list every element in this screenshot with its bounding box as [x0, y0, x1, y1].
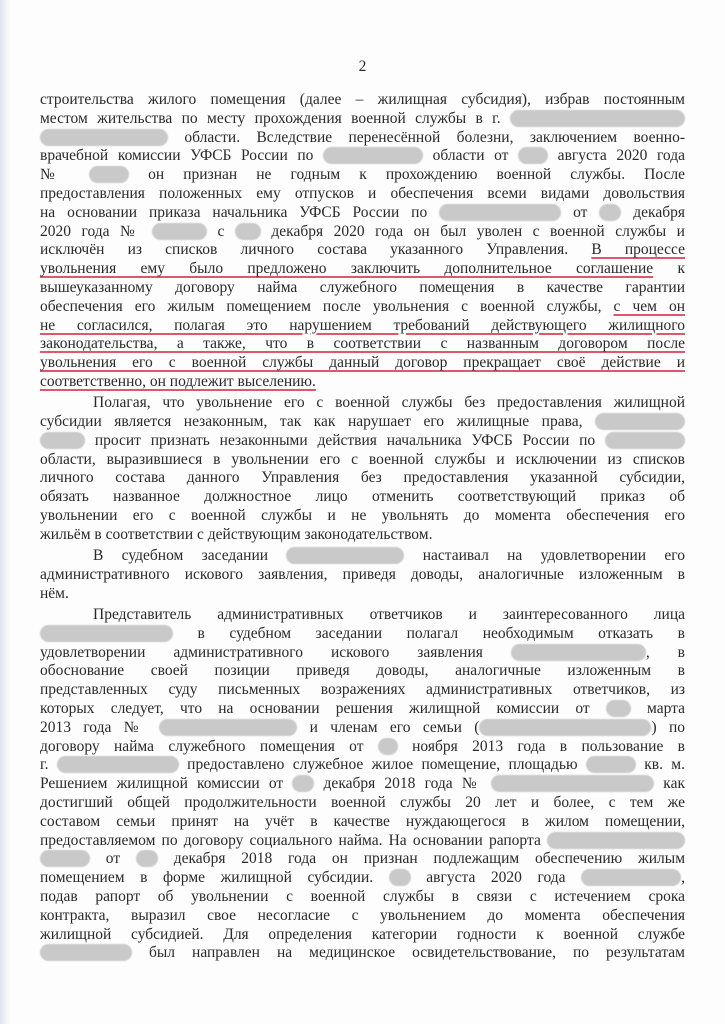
- text-line: [40, 738, 685, 757]
- text-run: Решением жилищной комиссии от: [40, 775, 293, 793]
- redaction-mark: [40, 625, 173, 642]
- text-line: [40, 644, 685, 663]
- page-number: 2: [358, 58, 367, 75]
- text-run: предоставлено служебное жилое помещение, площадью: [178, 756, 586, 774]
- document-body: [40, 91, 685, 966]
- redaction-mark: [581, 869, 681, 886]
- text-line: [40, 585, 685, 604]
- text-line: [40, 926, 685, 945]
- text-run: г.: [40, 756, 57, 774]
- text-run: от: [90, 850, 136, 868]
- text-run: августа 2020 года: [410, 869, 582, 887]
- text-run: ,: [681, 869, 685, 887]
- text-line: [40, 91, 685, 110]
- text-line: [40, 625, 685, 644]
- text-line: [40, 606, 685, 625]
- redaction-mark: [389, 869, 411, 886]
- paragraph: [40, 547, 685, 603]
- text-line: [40, 662, 685, 681]
- paragraph: [40, 91, 685, 392]
- text-line: [40, 488, 685, 507]
- underlined-text: законодательства, а также, что в соответствии с названным договором после: [40, 335, 685, 353]
- text-line: [40, 147, 685, 166]
- text-line: [40, 432, 685, 451]
- text-run: В судебном заседании: [93, 547, 287, 565]
- text-line: [40, 317, 685, 336]
- text-line: [40, 354, 685, 373]
- underlined-text: В процессе: [591, 241, 685, 259]
- text-line: [40, 129, 685, 148]
- underlined-text: увольнения его с военной службы данный договор прекращает своё действие и: [40, 354, 685, 372]
- text-run: был направлен на медицинское освидетельствование, по результатам: [132, 944, 685, 962]
- text-line: [40, 394, 685, 413]
- paragraph: [40, 394, 685, 544]
- text-run: субсидии является незаконным, так как нарушает его жилищные права,: [40, 413, 595, 431]
- text-run: административного искового заявления, приведя доводы, аналогичные изложенным в: [40, 565, 685, 583]
- text-line: [40, 110, 685, 129]
- text-run: , в: [645, 643, 685, 661]
- text-line: [40, 166, 685, 185]
- text-run: кв. м.: [635, 756, 685, 774]
- text-run: Полагая, что увольнение его с военной службы без предоставления жилищной: [93, 394, 685, 412]
- text-line: [40, 279, 685, 298]
- text-run: 2020 года №: [40, 222, 152, 240]
- redaction-mark: [606, 700, 631, 717]
- text-line: [40, 204, 685, 223]
- text-line: [40, 335, 685, 354]
- text-run: с: [206, 222, 235, 240]
- text-run: исключён из списков личного состава указанного Управления.: [40, 241, 592, 259]
- text-run: личного состава данного Управления без предоставления указанной субсидии,: [40, 469, 685, 487]
- redaction-mark: [599, 204, 621, 221]
- text-run: увольнении его с военной службы и не увольнять до момента обеспечения его: [40, 507, 685, 525]
- text-line: [40, 794, 685, 813]
- text-run: просит признать незаконными действия начальника УФСБ России по: [85, 431, 605, 449]
- redaction-mark: [40, 129, 168, 146]
- text-run: декабря: [621, 203, 685, 221]
- text-run: удовлетворении административного искового заявления: [40, 643, 511, 661]
- paragraph: [40, 606, 685, 963]
- text-run: строительства жилого помещения (далее – жилищная субсидия), избрав постоянным: [40, 91, 685, 108]
- text-run: к: [653, 260, 685, 278]
- text-run: предоставления положенных ему отпусков и обеспечения всеми видами довольствия: [40, 184, 685, 202]
- redaction-mark: [136, 850, 158, 867]
- text-run: жилищной субсидией. Для определения категории годности к военной службе: [40, 925, 685, 943]
- text-run: обязать названное должностное лицо отменить соответствующий приказ об: [40, 488, 685, 506]
- text-run: составом семьи принят на учёт в качестве нуждающегося в жилом помещении,: [40, 812, 685, 830]
- redaction-mark: [378, 738, 398, 755]
- text-line: [40, 507, 685, 526]
- text-run: местом жительства по месту прохождения военной службы в г.: [40, 109, 510, 127]
- text-run: ноября 2013 года в пользование в: [397, 737, 685, 755]
- redaction-mark: [547, 832, 685, 849]
- text-run: декабря 2020 года он был уволен с военной службы и: [260, 222, 685, 240]
- text-line: [40, 681, 685, 700]
- text-run: нём.: [40, 584, 69, 602]
- redaction-mark: [479, 719, 651, 736]
- text-run: области. Вследствие перенесённой болезни, заключением военно-: [168, 128, 685, 146]
- text-run: на основании приказа начальника УФСБ России по: [40, 203, 440, 221]
- text-line: [40, 869, 685, 888]
- text-run: марта: [630, 700, 685, 717]
- text-run: от: [561, 203, 600, 221]
- text-line: [40, 888, 685, 907]
- text-run: как: [654, 775, 685, 793]
- text-line: [40, 944, 685, 963]
- text-line: [40, 907, 685, 926]
- text-line: [40, 469, 685, 488]
- text-run: ) по: [651, 718, 685, 736]
- redaction-mark: [40, 850, 90, 867]
- text-line: [40, 813, 685, 832]
- text-run: области, выразившиеся в увольнении его с военной службы и исключении из списков: [40, 450, 685, 468]
- text-run: подав рапорт об увольнении с военной службы в связи с истечением срока: [40, 887, 685, 905]
- redaction-mark: [40, 944, 132, 961]
- redaction-mark: [605, 432, 685, 449]
- redaction-mark: [323, 147, 423, 164]
- text-run: в судебном заседании полагал необходимым отказать в: [173, 624, 685, 642]
- redaction-mark: [292, 775, 314, 792]
- underlined-text: соответственно, он подлежит выселению.: [40, 372, 316, 390]
- text-run: вышеуказанному договору найма служебного помещения в качестве гарантии: [40, 278, 685, 296]
- text-run: декабря 2018 года №: [314, 775, 492, 793]
- text-run: врачебной комиссии УФСБ России по: [40, 147, 324, 165]
- text-line: [40, 260, 685, 279]
- text-line: [40, 298, 685, 317]
- text-line: [40, 185, 685, 204]
- text-line: [40, 832, 685, 851]
- text-run: он признан не годным к прохождению военной службы. После: [129, 166, 685, 184]
- text-run: Представитель административных ответчиков и заинтересованного лица: [93, 606, 685, 624]
- text-run: жильём в соответствии с действующим законодательством.: [40, 525, 433, 543]
- text-run: договору найма служебного помещения от: [40, 737, 378, 755]
- scan-edge: [0, 0, 10, 1024]
- redaction-mark: [89, 166, 129, 183]
- text-line: [40, 850, 685, 869]
- underlined-text: увольнения ему было предложено заключить дополнительное соглашение: [40, 260, 654, 278]
- text-line: [40, 775, 685, 794]
- redaction-mark: [235, 223, 261, 240]
- redaction-mark: [40, 432, 85, 449]
- text-line: [40, 373, 685, 392]
- redaction-mark: [518, 147, 548, 164]
- redaction-mark: [510, 110, 685, 127]
- text-run: которых следует, что на основании решения жилищной комиссии от: [40, 700, 606, 717]
- text-line: [40, 700, 685, 719]
- redaction-mark: [286, 547, 404, 564]
- text-run: предоставляемом по договору социального найма. На основании рапорта: [40, 831, 547, 849]
- text-line: [40, 566, 685, 585]
- text-line: [40, 413, 685, 432]
- text-line: [40, 756, 685, 775]
- redaction-mark: [586, 756, 636, 773]
- text-run: августа 2020 года: [548, 147, 685, 165]
- text-line: [40, 526, 685, 545]
- text-run: обоснование своей позиции приведя доводы, аналогичные изложенным в: [40, 662, 685, 680]
- text-run: обеспечения его жилым помещением после увольнения с военной службы,: [40, 297, 614, 315]
- text-run: декабря 2018 года он признан подлежащим обеспечению жилым: [157, 850, 685, 868]
- text-run: помещением в форме жилищной субсидии.: [40, 869, 389, 887]
- text-run: представленных суду письменных возражениях административных ответчиков, из: [40, 681, 685, 699]
- text-run: области от: [423, 147, 519, 165]
- redaction-mark: [511, 644, 646, 661]
- redaction-mark: [439, 204, 561, 221]
- redaction-mark: [57, 756, 179, 773]
- redaction-mark: [159, 719, 297, 736]
- text-run: 2013 года №: [40, 718, 160, 736]
- underlined-text: не согласился, полагая это нарушением требований действующего жилищного: [40, 316, 685, 334]
- text-run: настаивал на удовлетворении его: [404, 547, 685, 565]
- text-line: [40, 719, 685, 738]
- text-run: и членам его семьи (: [297, 718, 480, 736]
- redaction-mark: [491, 775, 654, 792]
- redaction-mark: [595, 413, 685, 430]
- redaction-mark: [152, 223, 207, 240]
- text-run: контракта, выразил свое несогласие с увольнением до момента обеспечения: [40, 906, 685, 924]
- text-run: №: [40, 166, 90, 184]
- text-line: [40, 241, 685, 260]
- text-line: [40, 223, 685, 242]
- underlined-text: с чем он: [613, 297, 685, 315]
- text-line: [40, 451, 685, 470]
- text-run: достигший общей продолжительности военной службы 20 лет и более, с тем же: [40, 793, 685, 811]
- text-line: [40, 547, 685, 566]
